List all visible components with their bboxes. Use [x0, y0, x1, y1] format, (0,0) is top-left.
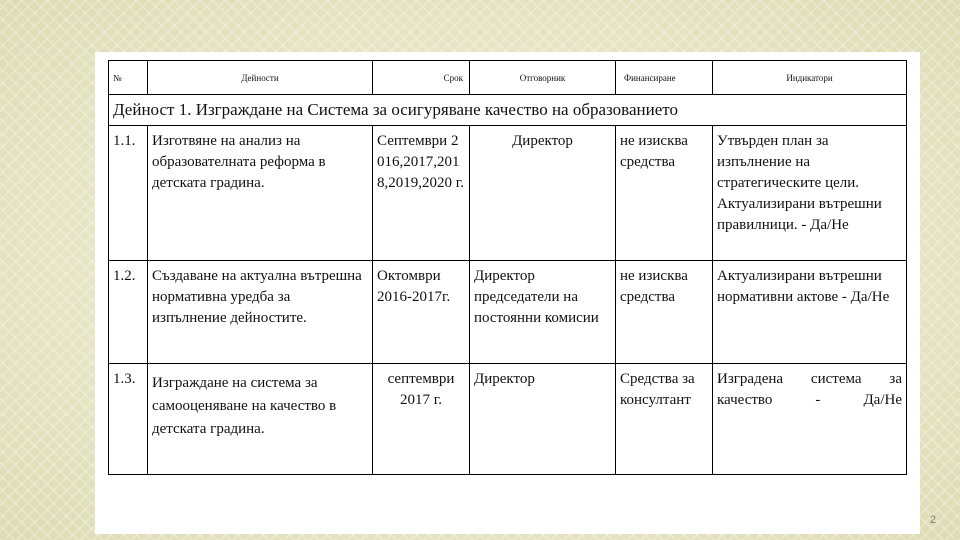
row-indicators: Утвърден план за изпълнение на стратегическите цели. Актуализирани вътрешни правилници. - Да/Не [713, 126, 907, 261]
row-term: Октомври 2016-2017г. [373, 261, 470, 364]
table-row [109, 261, 907, 364]
table-header-row [109, 61, 907, 95]
row-indicators: Изградена система за качество - Да/Не [713, 364, 907, 475]
row-num: 1.1. [109, 126, 148, 261]
header-responsible: Отговорник [470, 61, 616, 95]
row-responsible: Директор [470, 364, 616, 475]
page-number: 2 [929, 514, 936, 526]
header-activity: Дейности [148, 61, 373, 95]
header-term: Срок [373, 61, 470, 95]
row-financing: не изисква средства [616, 261, 713, 364]
row-financing: Средства за консултант [616, 364, 713, 475]
action-plan-table [108, 60, 907, 475]
row-activity: Изготвяне на анализ на образователната реформа в детската градина. [148, 126, 373, 261]
row-term: септември 2017 г. [373, 364, 470, 475]
row-responsible: Директор председатели на постоянни комисии [470, 261, 616, 364]
row-responsible: Директор [470, 126, 616, 261]
row-financing: не изисква средства [616, 126, 713, 261]
header-indicators: Индикатори [713, 61, 907, 95]
row-activity: Създаване на актуална вътрешна нормативна уредба за изпълнение дейностите. [148, 261, 373, 364]
table-row [109, 126, 907, 261]
section-title: Дейност 1. Изграждане на Система за осигуряване качество на образованието [109, 95, 907, 126]
header-financing: Финансиране [616, 61, 713, 95]
row-num: 1.2. [109, 261, 148, 364]
section-row [109, 95, 907, 126]
header-num: № [109, 61, 148, 95]
table-row [109, 364, 907, 475]
row-indicators: Актуализирани вътрешни нормативни актове - Да/Не [713, 261, 907, 364]
row-term: Септември 2016,2017,2018,2019,2020 г. [373, 126, 470, 261]
row-activity: Изграждане на система за самооценяване на качество в детската градина. [148, 364, 373, 475]
row-num: 1.3. [109, 364, 148, 475]
